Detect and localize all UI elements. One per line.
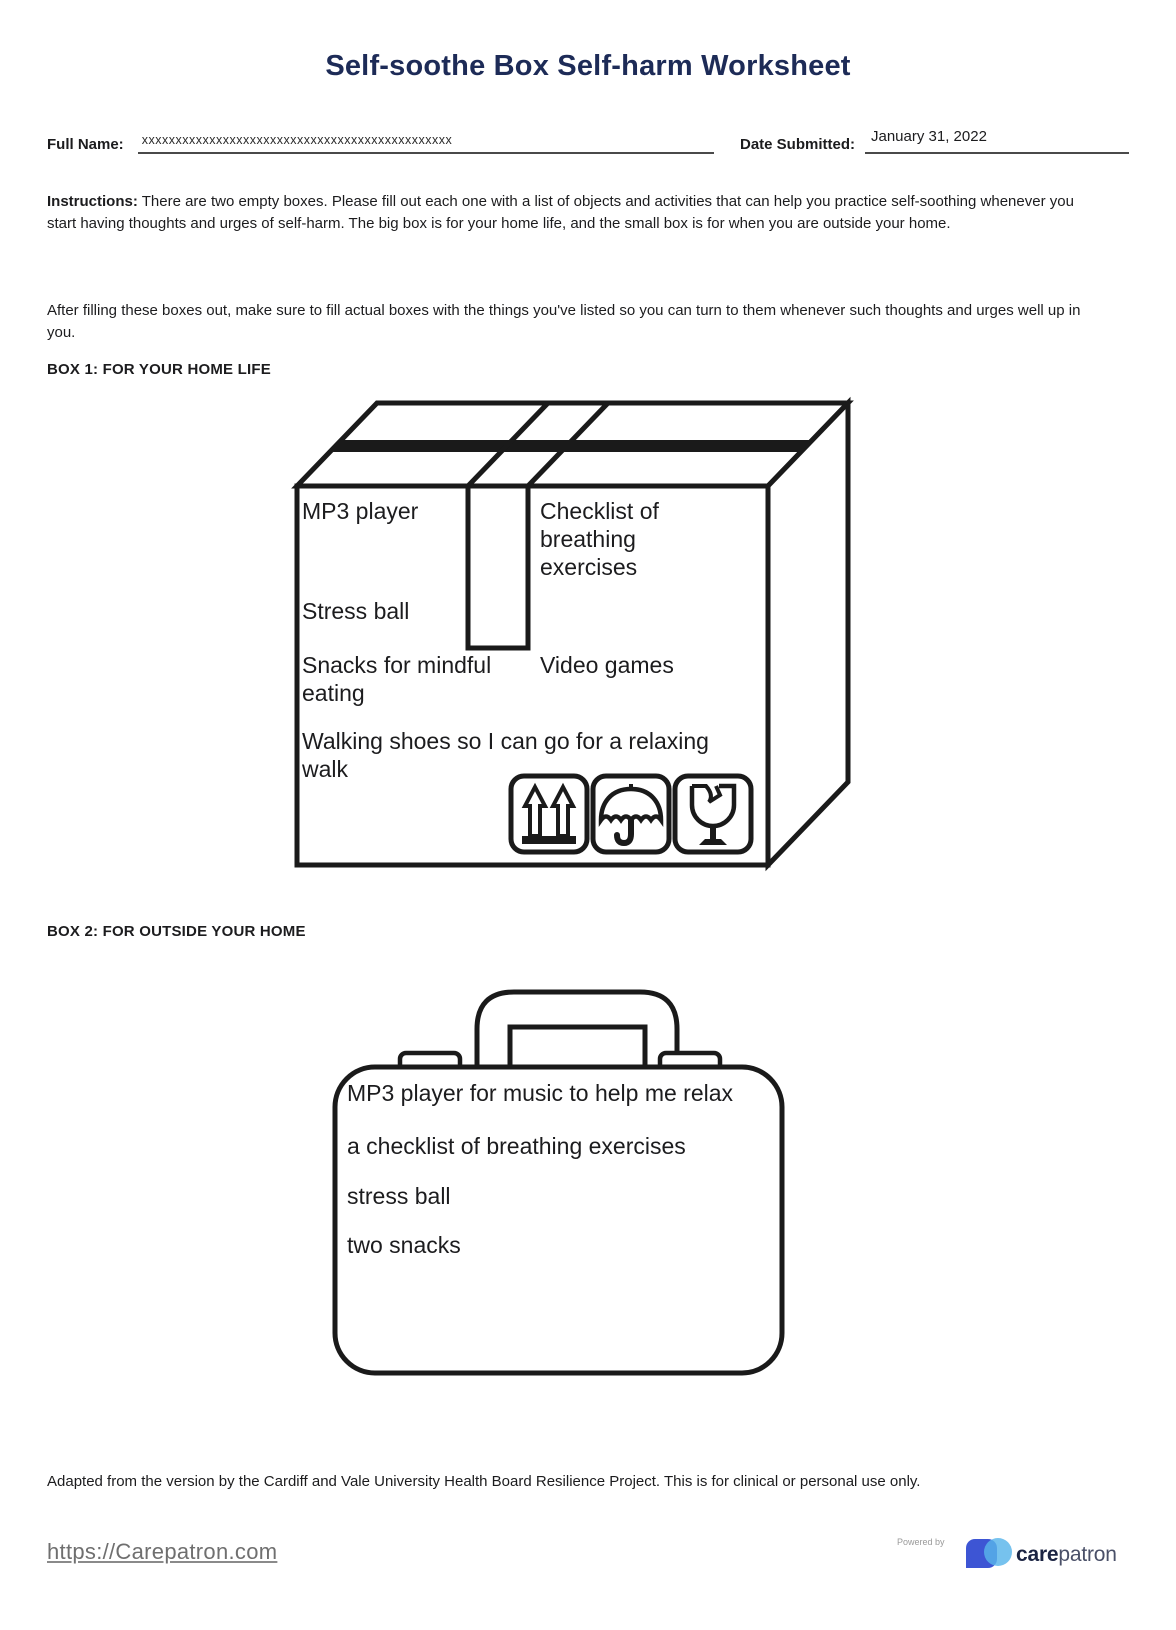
page-title: Self-soothe Box Self-harm Worksheet — [325, 50, 851, 82]
fragile-icon — [675, 776, 751, 852]
packing-tape-strip — [468, 486, 528, 648]
followup-paragraph: After filling these boxes out, make sure to fill actual boxes with the things you've listed so you can turn to them whenever such thoughts and urges well up in you. — [47, 302, 1081, 341]
instructions-paragraph — [47, 191, 1087, 235]
powered-by-label: Powered by — [897, 1537, 945, 1547]
date-submitted-field[interactable] — [865, 128, 1129, 154]
this-way-up-icon — [511, 776, 587, 852]
box1-heading: BOX 1: FOR YOUR HOME LIFE — [47, 361, 271, 378]
box1-item-walking-shoes: Walking shoes so I can go for a relaxing walk — [302, 728, 709, 782]
brand-care: care — [1016, 1543, 1059, 1566]
box1-item-stress-ball: Stress ball — [302, 598, 410, 624]
instructions-label: Instructions: — [47, 193, 138, 210]
box1-item-checklist: Checklist of breathing exercises — [540, 498, 659, 580]
box1-item-snacks: Snacks for mindful eating — [302, 652, 492, 706]
box2-item-mp3-player: MP3 player for music to help me relax — [347, 1080, 734, 1106]
box-right-face — [768, 403, 848, 865]
footer-link[interactable]: https://Carepatron.com — [47, 1539, 278, 1564]
carepatron-logo — [962, 1535, 1014, 1573]
keep-dry-icon — [593, 776, 669, 852]
box2-item-snacks: two snacks — [347, 1232, 461, 1258]
box2-item-checklist: a checklist of breathing exercises — [347, 1133, 686, 1159]
logo-light-circle-icon — [984, 1538, 1012, 1566]
header-form-row — [47, 126, 1129, 154]
full-name-label: Full Name: — [47, 136, 124, 153]
instructions-text: There are two empty boxes. Please fill out each one with a list of objects and activities that can help you practice self-soothing whenever you start having thoughts and urges of self-harm. The big box is for your home life, and the small box is for when you are outside your home. — [47, 193, 1074, 232]
suitcase-body — [335, 1067, 782, 1373]
date-submitted-label: Date Submitted: — [739, 136, 855, 153]
footer-note: Adapted from the version by the Cardiff and Vale University Health Board Resilience Project. This is for clinical or personal use only. — [47, 1473, 921, 1490]
date-submitted-value: January 31, 2022 — [871, 128, 987, 145]
full-name-value: xxxxxxxxxxxxxxxxxxxxxxxxxxxxxxxxxxxxxxxxxxxxxx — [141, 133, 453, 147]
box1-item-video-games: Video games — [540, 652, 674, 678]
brand-patron: patron — [1058, 1543, 1117, 1566]
box2-heading: BOX 2: FOR OUTSIDE YOUR HOME — [47, 923, 306, 940]
box1-item-mp3-player: MP3 player — [302, 498, 419, 524]
box2-item-stress-ball: stress ball — [347, 1183, 451, 1209]
brand-wordmark — [1016, 1543, 1117, 1567]
cardboard-box-drawing — [280, 380, 860, 876]
full-name-field[interactable] — [138, 133, 714, 154]
